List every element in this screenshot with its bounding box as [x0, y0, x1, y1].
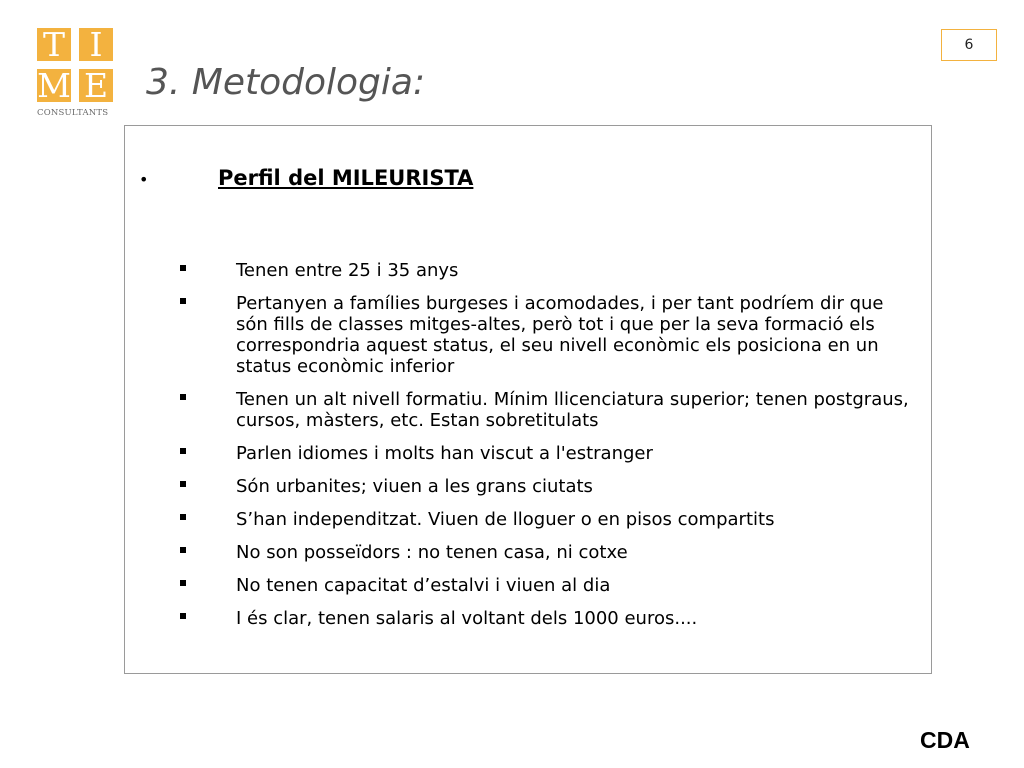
logo-letter-t: T: [37, 28, 71, 61]
square-bullet-icon: [180, 580, 186, 586]
square-bullet-icon: [180, 547, 186, 553]
section-heading: Perfil del MILEURISTA: [218, 166, 474, 190]
square-bullet-icon: [180, 448, 186, 454]
list-item: [175, 389, 915, 431]
list-item-text: Tenen un alt nivell formatiu. Mínim llicenciatura superior; tenen postgraus, cursos, màsters, etc. Estan sobretitulats: [236, 389, 909, 431]
list-item-text: Pertanyen a famílies burgeses i acomodades, i per tant podríem dir que són fills de classes mitges-altes, però tot i que per la seva formació els correspondria aquest status, el seu nivell econòmic els posiciona en un status econòmic inferior: [236, 293, 884, 377]
content-box: [124, 125, 932, 674]
list-item-text: S’han independitzat. Viuen de lloguer o en pisos compartits: [236, 509, 775, 530]
list-item: [175, 608, 915, 629]
square-bullet-icon: [180, 613, 186, 619]
page-title: 3. Metodologia:: [146, 62, 426, 103]
list-item: [175, 293, 915, 377]
logo-letter-i: I: [79, 28, 113, 61]
square-bullet-icon: [180, 394, 186, 400]
footer-label: CDA: [920, 727, 970, 753]
time-consultants-logo: [37, 25, 113, 120]
list-item: [175, 542, 915, 563]
round-bullet-icon: •: [139, 170, 149, 189]
logo-letter-e: E: [79, 69, 113, 102]
page-number-box: 6: [941, 29, 997, 61]
square-bullet-icon: [180, 265, 186, 271]
profile-list: [175, 260, 915, 641]
list-item-text: Parlen idiomes i molts han viscut a l'estranger: [236, 443, 653, 464]
list-item: [175, 260, 915, 281]
list-item-text: I és clar, tenen salaris al voltant dels 1000 euros....: [236, 608, 698, 629]
list-item: [175, 575, 915, 596]
list-item-text: No son posseïdors : no tenen casa, ni cotxe: [236, 542, 628, 563]
square-bullet-icon: [180, 514, 186, 520]
list-item-text: Són urbanites; viuen a les grans ciutats: [236, 476, 593, 497]
list-item-text: No tenen capacitat d’estalvi i viuen al dia: [236, 575, 611, 596]
logo-letter-grid: [37, 25, 113, 105]
list-item-text: Tenen entre 25 i 35 anys: [236, 260, 459, 281]
list-item: [175, 509, 915, 530]
logo-letter-m: M: [37, 66, 71, 105]
square-bullet-icon: [180, 481, 186, 487]
square-bullet-icon: [180, 298, 186, 304]
logo-caption: CONSULTANTS: [37, 108, 109, 118]
list-item: [175, 476, 915, 497]
list-item: [175, 443, 915, 464]
